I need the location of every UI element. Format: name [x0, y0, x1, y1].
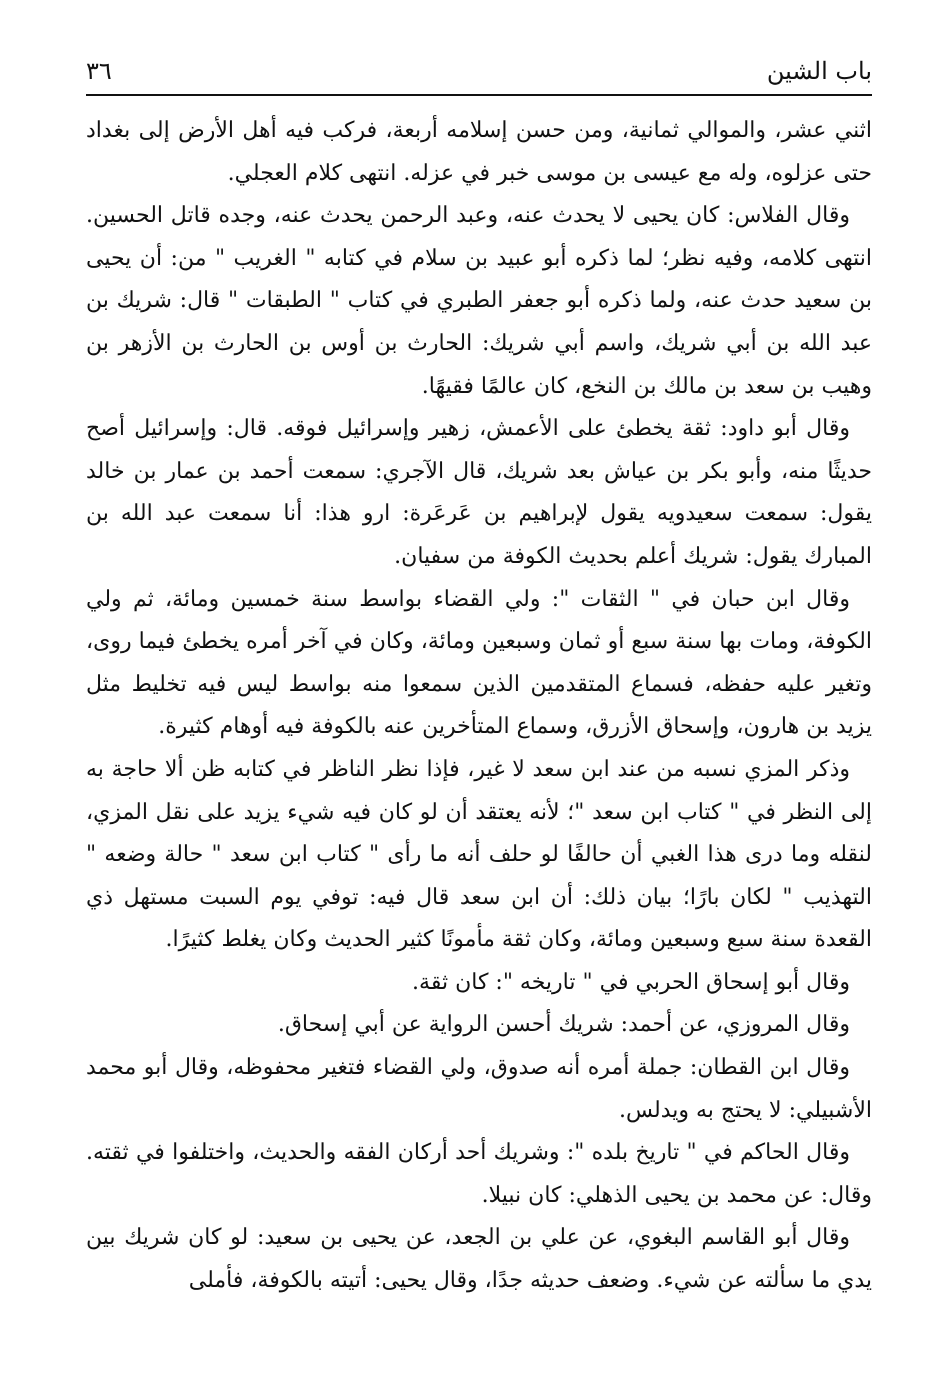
paragraph: وقال الفلاس: كان يحيى لا يحدث عنه، وعبد الرحمن يحدث عنه، وجده قاتل الحسين. انتهى كلامه، وفيه نظر؛ لما ذكره أبو عبيد بن سلام في كتابه " الغريب " من: أن يحيى بن سعيد حدث عنه، ولما ذكره أبو جعفر الطبري في كتاب " الطبقات " قال: شريك بن عبد الله بن أبي شريك، واسم أبي شريك: الحارث بن أوس بن الحارث بن الأزهر بن وهيب بن سعد بن مالك بن النخع، كان عالمًا فقيهًا.: [86, 203, 872, 399]
paragraph: وقال ابن حبان في " الثقات ": ولي القضاء بواسط سنة خمسين ومائة، ثم ولي الكوفة، ومات بها سنة سبع أو ثمان وسبعين ومائة، وكان في آخر أمره يخطئ فيما روى، وتغير عليه حفظه، فسماع المتقدمين الذين سمعوا منه بواسط ليس فيه تخليط مثل يزيد بن هارون، وإسحاق الأزرق، وسماع المتأخرين عنه بالكوفة فيه أوهام كثيرة.: [86, 586, 872, 740]
chapter-title: باب الشين: [766, 57, 872, 85]
paragraph: وقال المروزي، عن أحمد: شريك أحسن الرواية عن أبي إسحاق.: [277, 1012, 850, 1038]
paragraph: وذكر المزي نسبه من عند ابن سعد لا غير، فإذا نظر الناظر في كتابه ظن ألا حاجة به إلى النظر في " كتاب ابن سعد "؛ لأنه يعتقد أن لو كان فيه شيء يزيد على نقل المزي، لنقله وما درى هذا الغبي أن حالفًا لو حلف أنه ما رأى " كتاب ابن سعد " حالة وضعه " التهذيب " لكان بارًا؛ بيان ذلك: أن ابن سعد قال فيه: توفي يوم السبت مستهل ذي القعدة سنة سبع وسبعين ومائة، وكان ثقة مأمونًا كثير الحديث وكان يغلط كثيرًا.: [86, 756, 872, 953]
paragraph: وقال أبو داود: ثقة يخطئ على الأعمش، زهير وإسرائيل فوقه. قال: وإسرائيل أصح حديثًا منه، وأبو بكر بن عياش بعد شريك، قال الآجري: سمعت أحمد بن عمار بن خالد يقول: سمعت سعيدويه يقول لإبراهيم بن عَرعَرة: ارو هذا: أنا سمعت عبد الله بن المبارك يقول: شريك أعلم بحديث الكوفة من سفيان.: [86, 416, 872, 569]
body-text: [86, 110, 872, 1303]
paragraph: اثني عشر، والموالي ثمانية، ومن حسن إسلامه أربعة، فركب فيه أهل الأرض إلى بغداد حتى عزلوه، وله مع عيسى بن موسى خبر في عزله. انتهى كلام العجلي.: [86, 118, 872, 186]
paragraph: وقال الحاكم في " تاريخ بلده ": وشريك أحد أركان الفقه والحديث، واختلفوا في ثقته. وقال: عن محمد بن يحيى الذهلي: كان نبيلا.: [86, 1140, 872, 1208]
paragraph: وقال أبو القاسم البغوي، عن علي بن الجعد، عن يحيى بن سعيد: لو كان شريك بين يدي ما سألته عن شيء. وضعف حديثه جدًا، وقال يحيى: أتيته بالكوفة، فأملى: [86, 1225, 872, 1294]
page-header: [86, 54, 872, 96]
book-page: [86, 40, 872, 1340]
paragraph: وقال ابن القطان: جملة أمره أنه صدوق، ولي القضاء فتغير محفوظه، وقال أبو محمد الأشبيلي: لا يحتج به ويدلس.: [86, 1055, 872, 1123]
paragraph: وقال أبو إسحاق الحربي في " تاريخه ": كان ثقة.: [412, 969, 850, 995]
page-number: ٣٦: [86, 57, 112, 85]
